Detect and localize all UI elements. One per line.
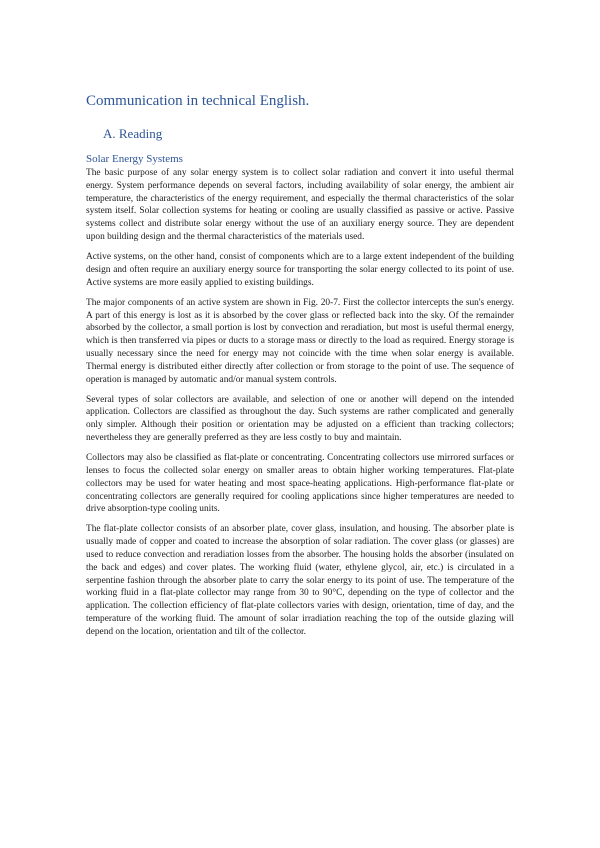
paragraph-1: The basic purpose of any solar energy system is to collect solar radiation and convert it into useful thermal energy. System performance depends on several factors, including availability of solar energy, the ambient air temperature, the characteristics of the energy requirement, and especially the thermal characteristics of the solar system itself. Solar collection systems for heating or cooling are usually classified as passive or active. Passive systems collect and distribute solar energy without the use of an auxiliary energy source. They are dependent upon building design and the thermal characteristics of the materials used. xyxy=(86,168,514,242)
page-content xyxy=(86,92,514,646)
section-heading: A. Reading xyxy=(103,126,163,141)
article-subheading: Solar Energy Systems xyxy=(86,153,183,165)
paragraph-5: Collectors may also be classified as flat-plate or concentrating. Concentrating collectors use mirrored surfaces or lenses to focus the collected solar energy on smaller areas to obtain higher working temperatures. Flat-plate collectors may be used for water heating and most space-heating applications. High-performance flat-plate or concentrating collectors are generally required for cooling applications since higher temperatures are needed to drive absorption-type cooling units. xyxy=(86,453,514,515)
paragraph-4: Several types of solar collectors are available, and selection of one or another will depend on the intended application. Collectors are classified as throughout the day. Such systems are rather complicated and generally only simpler. Although their position or orientation may be adjusted on a efficient than tracking collectors; nevertheless they are generally preferred as they are less costly to buy and maintain. xyxy=(86,394,514,444)
paragraph-6: The flat-plate collector consists of an absorber plate, cover glass, insulation, and housing. The absorber plate is usually made of copper and coated to increase the absorption of solar radiation. The cover glass (or glasses) are used to reduce convection and reradiation losses from the absorber. The housing holds the absorber (insulated on the back and edges) and cover plates. The working fluid (water, ethylene glycol, air, etc.) is circulated in a serpentine fashion through the absorber plate to carry the solar energy to its point of use. The temperature of the working fluid in a flat-plate collector may range from 30 to 90°C, depending on the type of collector and the application. The collection efficiency of flat-plate collectors varies with design, orientation, time of day, and the temperature of the working fluid. The amount of solar irradiation reaching the top of the outside glazing will depend on the location, orientation and tilt of the collector. xyxy=(86,524,514,637)
paragraph-2: Active systems, on the other hand, consist of components which are to a large extent independent of the building design and often require an auxiliary energy source for transporting the solar energy collected to its point of use. Active systems are more easily applied to existing buildings. xyxy=(86,252,514,288)
paragraph-3: The major components of an active system are shown in Fig. 20-7. First the collector intercepts the sun's energy. A part of this energy is lost as it is absorbed by the cover glass or reflected back into the sky. Of the remainder absorbed by the collector, a small portion is lost by convection and reradiation, but most is useful thermal energy, which is then transferred via pipes or ducts to a storage mass or directly to the load as required. Energy storage is usually necessary since the need for energy may not coincide with the time when solar energy is available. Thermal energy is distributed either directly after collection or from storage to the point of use. The sequence of operation is managed by automatic and/or manual system controls. xyxy=(86,297,514,385)
document-title: Communication in technical English. xyxy=(86,93,310,109)
